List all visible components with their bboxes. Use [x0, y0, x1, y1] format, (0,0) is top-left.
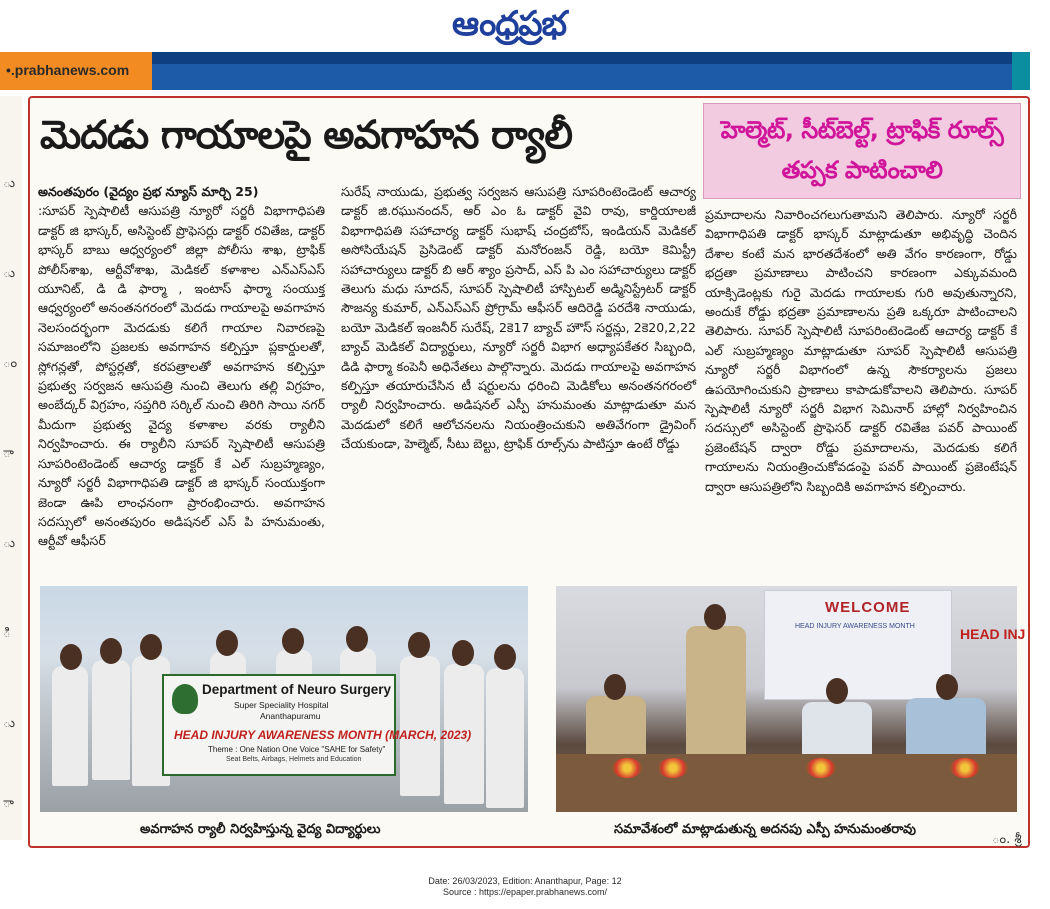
banner-subtitle: Seat Belts, Airbags, Helmets and Education [226, 756, 362, 763]
banner-teal-edge [1012, 52, 1030, 90]
banner-month: HEAD INJURY AWARENESS MONTH (MARCH, 2023) [174, 728, 472, 742]
article-column-3 [705, 205, 1017, 565]
side-banner-text: HEAD INJ [960, 626, 1026, 642]
masthead [0, 0, 1050, 52]
flower-bouquet-icon [612, 758, 642, 778]
article-column-1 [38, 182, 325, 578]
column-1-body: :సూపర్ స్పెషాలిటీ ఆసుపత్రి న్యూరో సర్జరీ విభాగాధిపతి డాక్టర్ జి భాస్కర్, అసిస్టెంట్ ప్రొఫెసర్లు డాక్టర్ రవితేజ, డాక్టర్ భాస్కర్ బాబు ఆధ్వర్యంలో జిల్లా పోలీసు శాఖ, ట్రాఫిక్ పోలీస్‌శాఖ, ఆర్టీవోశాఖ, మెడికల్ కళాశాల ఎన్ఎస్ఎస్ యూనిట్, డి డి ఫార్మా , ఇంటాస్ ఫార్మా సంయుక్త ఆధ్వర్యంలో అనంతనగరంలో మెదడు గాయాలపై అవగాహన నెలసందర్భంగా మెదడుకు కలిగే గాయాల నివారణపై సమాజంలోని ప్రజలకు అవగాహన కల్పిస్తూ ప్లకార్డులతో, స్లోగన్లతో, పోస్టర్లతో, కరపత్రాలతో అవగాహన కల్పిస్తూ ప్రభుత్వ సర్వజన ఆసుపత్రి నుంచి తెలుగు తల్లి విగ్రహం, అంబేద్కర్ విగ్రహం, సప్తగిరి సర్కిల్ నుంచి తిరిగి సాయి నగర్ మీదుగా ప్రభుత్వ వైద్య కళాశాల వరకు ర్యాలీని నిర్వహించారు. ఈ ర్యాలీని సూపర్ స్పెషాలిటీ ఆసుపత్రి సూపరింటెండెంట్ ఆచార్య డాక్టర్ కే ఎల్ సుబ్రహ్మణ్యం, న్యూరో సర్జరీ విభాగాధిపతి డాక్టర్ జి భాస్కర్ సంయుక్తంగా జెండా ఊపి లాంఛనంగా ప్రారంభించారు. అవగాహన సదస్సులో అనంతపురం అడిషనల్ ఎస్ పి హనుమంతు, ఆర్టీవో ఆఫీసర్ [38, 203, 325, 549]
article-column-2 [341, 182, 696, 578]
column-2-body: సురేష్ నాయుడు, ప్రభుత్వ సర్వజన ఆసుపత్రి సూపరింటెండెంట్ ఆచార్య డాక్టర్ జి.రఘునందన్, ఆర్ ఎం ఓ డాక్టర్ వైవి రావు, కార్డియాలజీ విభాగాధిపతి సహాచార్య డాక్టర్ సుభాష్ చంద్రబోస్, ఇండియన్ మెడికల్ అసోసియేషన్ ప్రెసిడెంట్ డాక్టర్ మనోరంజన్ రెడ్డి, బయో కెమిస్ట్రీ సహాచార్యులు డాక్టర్ బి ఆర్ శ్యాం ప్రసాద్, ఎస్ పి ఎం సహాచార్యులు డాక్టర్ తెలుగు మధు సూదన్, సూపర్ స్పెషాలిటీ హాస్పిటల్ అడ్మినిస్ట్రేటర్ డాక్టర్ సౌజన్య కుమార్, ఎన్ఎస్ఎస్ ప్రోగ్రామ్ ఆఫీసర్ ఆదిరెడ్డి పరదేశి నాయుడు, బయో మెడికల్ ఇంజనీర్ సురేష్, 2కె17 బ్యాచ్ హౌస్ సర్జన్లు, 2కె20,2,22 బ్యాచ్ మెడికల్ విద్యార్థులు, న్యూరో సర్జరీ విభాగ అధ్యాపకేతర సిబ్బంది, డిడి ఫార్మా కంపెనీ అధినేతలు పాల్గొన్నారు. మెదడు గాయాలపై అవగాహన కల్పిస్తూ తయారుచేసిన టీ షర్టులను ధరించి మెడికోలు అనంతనగరంలో ర్యాలీ నిర్వహించారు. అడిషనల్ ఎస్పీ హనుమంతు మాట్లాడుతూ మన మెదడులో కలిగే ఆలోచనలను నియంత్రించుకుని అతివేగంగా డ్రైవింగ్ చేయకుండా, హెల్మెట్, సీటు బెల్టు, ట్రాఫిక్ రూల్స్‌ను పాటిస్తూ ఉంటే రోడ్డు [341, 184, 696, 452]
flower-bouquet-icon [658, 758, 688, 778]
footer-date: Date: 26/03/2023, Edition: Ananthapur, Page: 12 [428, 876, 622, 886]
neighbour-text-crop: ం. శ్రీ [992, 832, 1022, 847]
meeting-photo [556, 586, 1026, 812]
neuro-surgery-banner [162, 674, 472, 776]
flower-bouquet-icon [950, 758, 980, 778]
banner-theme: Theme : One Nation One Voice "SAHE for Safety" [208, 745, 386, 754]
rally-photo [40, 586, 528, 812]
top-banner [0, 52, 1030, 90]
footer-source: Source : https://epaper.prabhanews.com/ [442, 887, 608, 897]
callout-line-1: హెల్మెట్, సీట్‌బెల్ట్, ట్రాఫిక్ రూల్స్ [720, 116, 1004, 144]
column-3-body: ప్రమాదాలను నివారించగలుగుతామని తెలిపారు. న్యూరో సర్జరీ విభాగాధిపతి డాక్టర్ భాస్కర్ మాట్లాడుతూ అభివృద్ధి చెందిన దేశాల కంటే మన భారతదేశంలో అతి వేగం కారణంగా, రోడ్డు భద్రతా ప్రమాణాలు పాటించని కారణంగా ఎక్కువమంది యాక్సిడెంట్లకు గురై మెదడు గాయాలకు గురి అవుతున్నారని, అందుకే రోడ్డు భద్రతా ప్రమాణాలను ప్రతి ఒక్కరూ పాటించాలని తెలిపారు. సూపర్ స్పెషాలిటీ సూపరింటెండెంట్ ఆచార్య డాక్టర్ కే ఎల్ సుబ్రహ్మణ్యం మాట్లాడుతూ సూపర్ స్పెషాలిటీ ఆసుపత్రి న్యూరో సర్జరీ విభాగంలో ఉన్న సౌకర్యాలను ప్రజలు ఉపయోగించుకుని ప్రాణాలు కాపాడుకోవాలని తెలిపారు. సూపర్ స్పెషాలిటీ న్యూరో సర్జరీ విభాగ సెమినార్ హాల్లో నిర్వహించిన సదస్సులో అసిస్టెంట్ ప్రొఫెసర్ డాక్టర్ రవితేజ పవర్ పాయింట్ ప్రజెంటేషన్ ద్వారా రోడ్డు ప్రమాదాలను, మెదడుకు కలిగే గాయాలను నియంత్రించుకోవడంపై పవర్ పాయింట్ ప్రజెంటేషన్ ద్వారా ఆసుపత్రిలోని సిబ్బందికి అవగాహన కల్పించారు. [705, 207, 1017, 494]
site-url: •.prabhanews.com [6, 62, 130, 78]
hospital-emblem-icon [172, 684, 198, 714]
flower-bouquet-icon [806, 758, 836, 778]
screen-text: HEAD INJURY AWARENESS MONTH [795, 623, 915, 630]
banner-city: Ananthapuramu [260, 711, 321, 721]
newspaper-logo: ఆంధ్రప్రభ [452, 4, 567, 44]
article-headline: మెదడు గాయాలపై అవగాహన ర్యాలీ [40, 113, 572, 158]
neighbour-column-crop: ు ు ం ా ు ి ు ా [0, 96, 22, 840]
screen-welcome: WELCOME [825, 599, 911, 616]
callout-box [703, 103, 1021, 199]
banner-hospital: Super Speciality Hospital [234, 700, 329, 710]
projector-screen [764, 590, 952, 700]
rally-photo-caption: అవగాహన ర్యాలీ నిర్వహిస్తున్న వైద్య విద్యార్థులు [140, 822, 381, 837]
banner-strip [152, 52, 1012, 64]
footer [0, 876, 1050, 898]
callout-line-2: తప్పక పాటించాలి [781, 156, 943, 184]
dateline: అనంతపురం (వైద్యం ప్రభ న్యూస్ మార్చి 25) [38, 184, 259, 199]
banner-department: Department of Neuro Surgery [202, 682, 392, 697]
meeting-photo-caption: సమావేశంలో మాట్లాడుతున్న అదనపు ఎస్పీ హనుమంతరావు [614, 822, 916, 837]
banner-orange-block [0, 52, 152, 90]
